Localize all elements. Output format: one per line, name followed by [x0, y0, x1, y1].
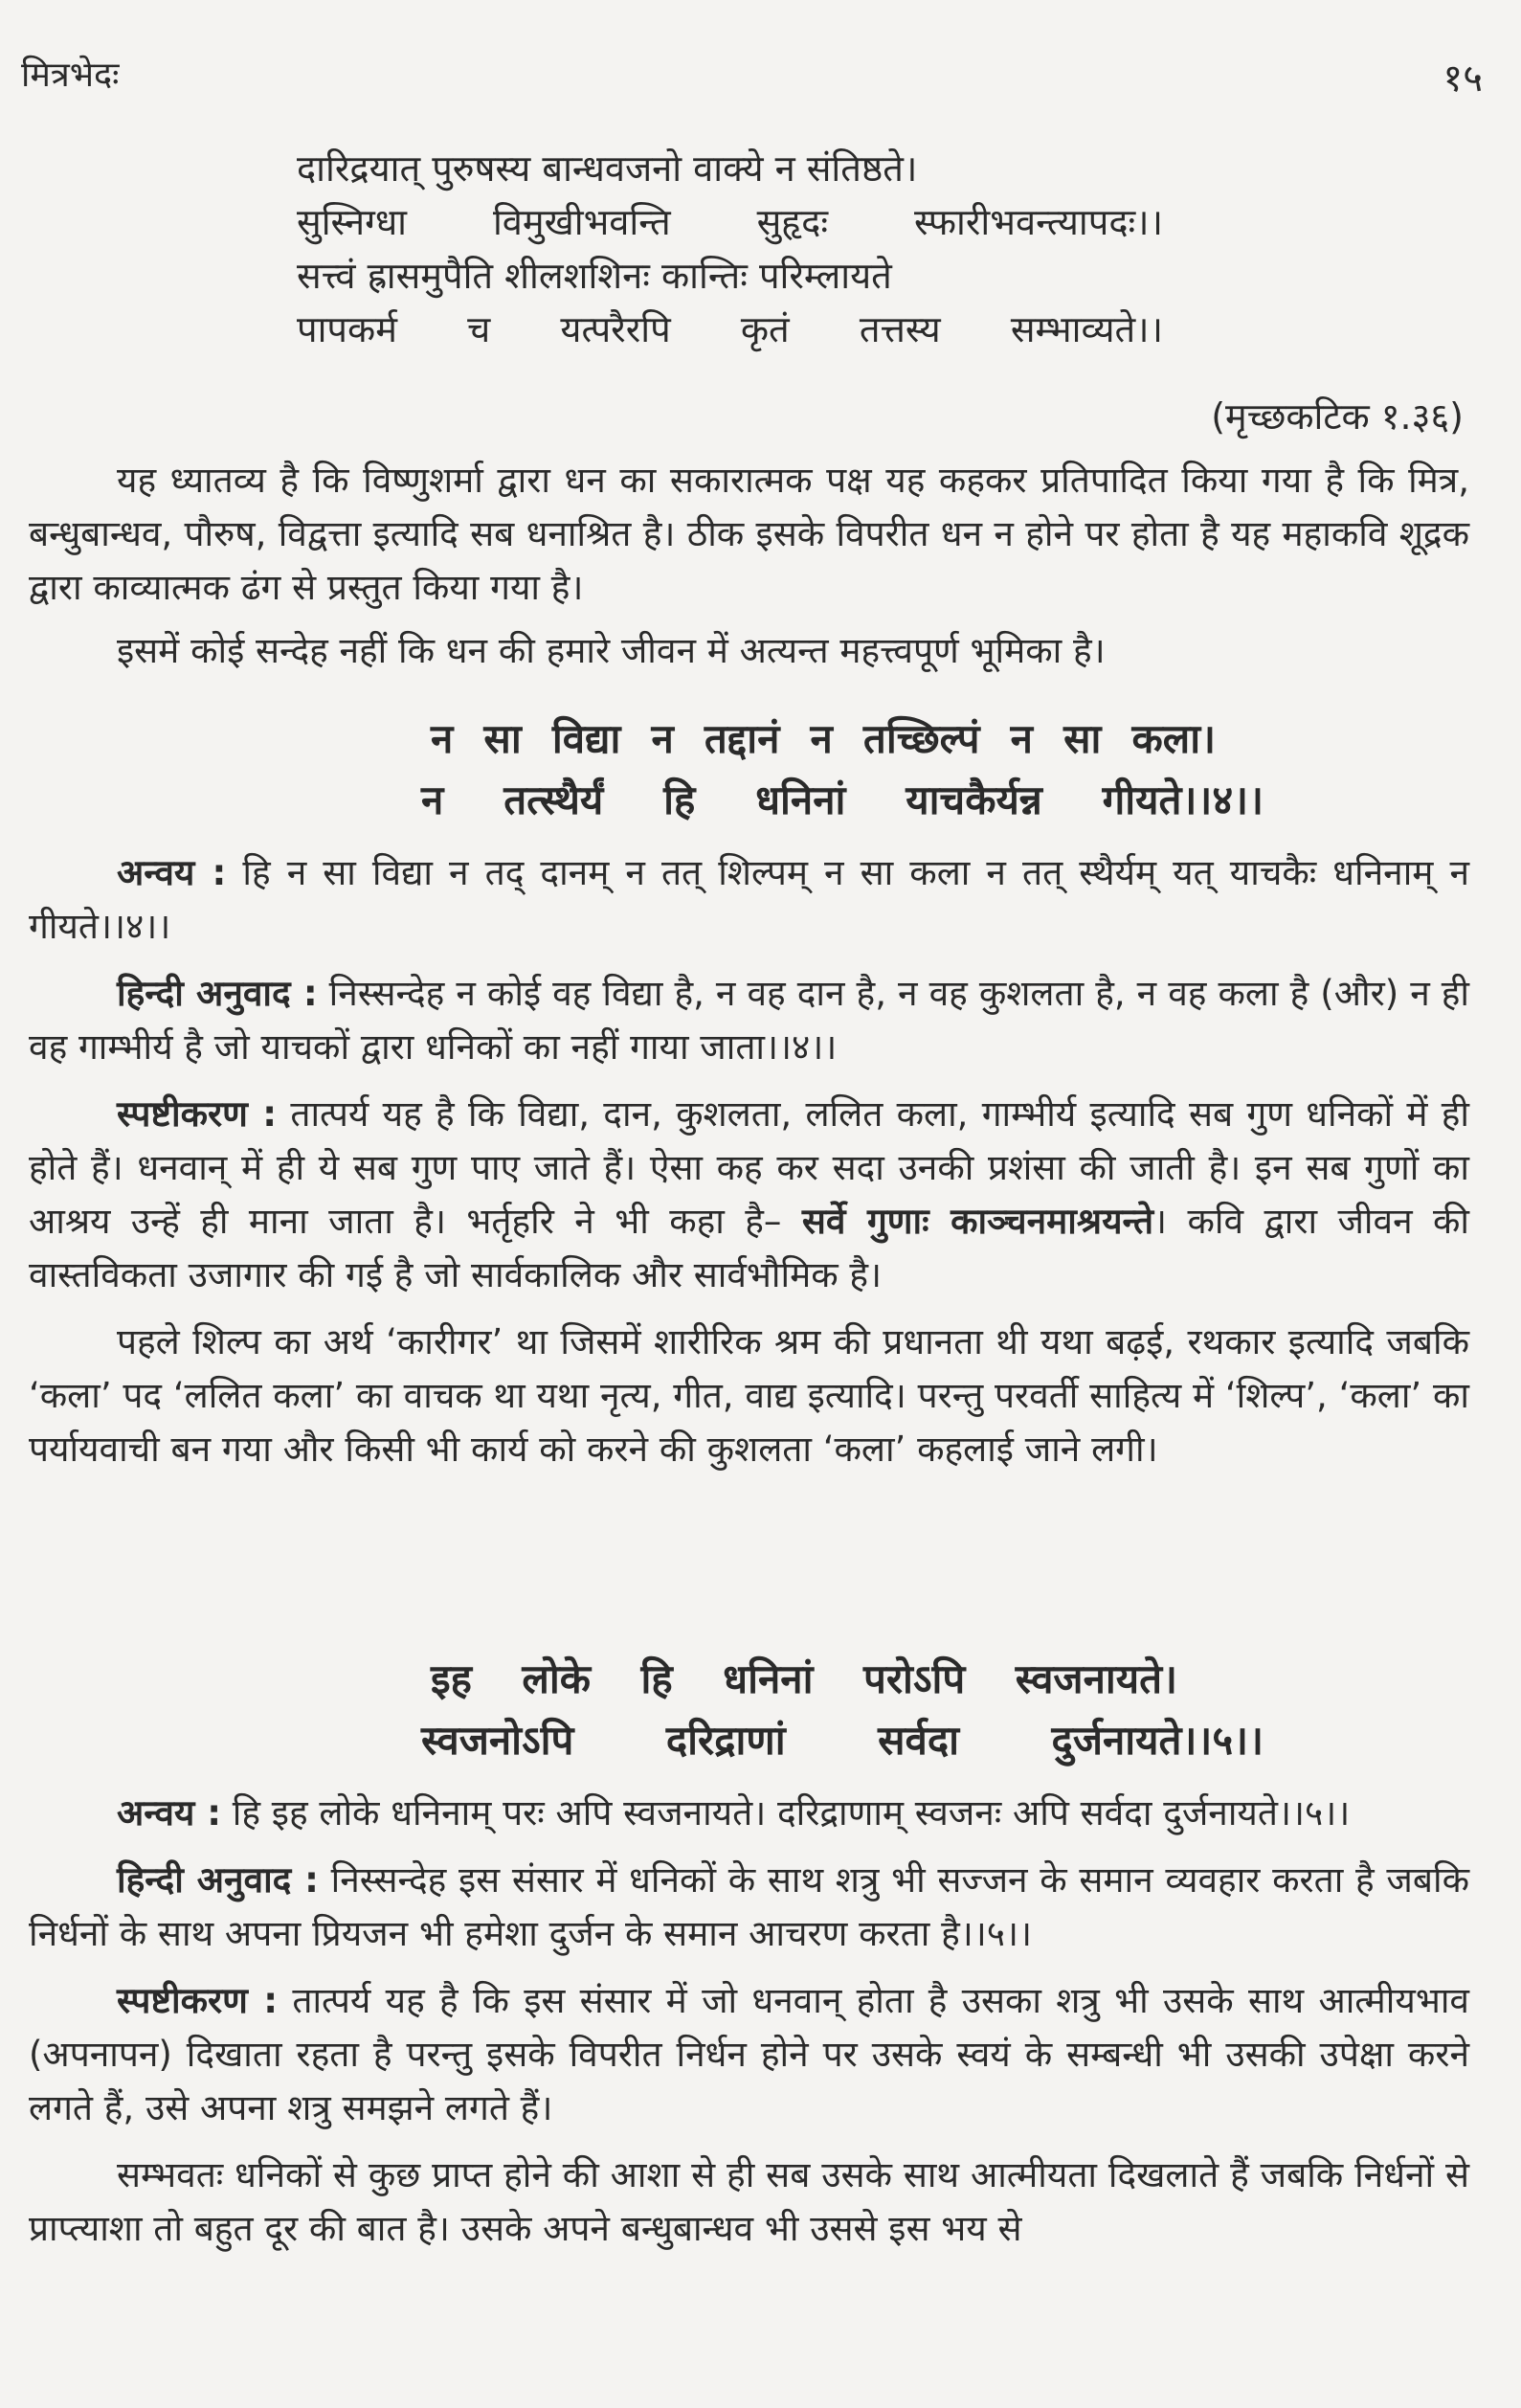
hindi-text: निस्सन्देह इस संसार में धनिकों के साथ शत्रु भी सज्जन के समान व्यवहार करता है जबकि निर्धनों के साथ अपना प्रियजन भी हमेशा दुर्जन के समान आचरण करता है।।५।।: [29, 1859, 1469, 1954]
quoted-verse: [297, 142, 1163, 356]
hindi-translation: [29, 1854, 1469, 1961]
hindi-label: हिन्दी अनुवाद :: [117, 973, 318, 1014]
commentary-paragraph: [29, 454, 1469, 678]
shloka-line: स्वजनोऽपि दरिद्राणां सर्वदा दुर्जनायते।।५।।: [421, 1717, 1264, 1764]
explanation-label: स्पष्टीकरण :: [117, 1093, 278, 1135]
paragraph-text: इसमें कोई सन्देह नहीं कि धन की हमारे जीवन में अत्यन्त महत्त्वपूर्ण भूमिका है।: [117, 630, 1106, 671]
explanation-paragraph: [29, 1088, 1469, 1302]
quoted-phrase: सर्वे गुणाः काञ्चनमाश्रयन्ते: [801, 1201, 1154, 1242]
shloka-4: [421, 709, 1264, 831]
shloka-line: इह लोके हि धनिनां परोऽपि स्वजनायते।: [431, 1655, 1177, 1702]
explanation-paragraph: [29, 1974, 1469, 2135]
section-4: [29, 846, 1469, 1476]
anvay-text: हि इह लोके धनिनाम् परः अपि स्वजनायते। दरिद्राणाम् स्वजनः अपि सर्वदा दुर्जनायते।।५।।: [221, 1792, 1351, 1834]
explanation-label: स्पष्टीकरण :: [117, 1980, 279, 2021]
page-header: [21, 50, 1483, 101]
shloka-line: न सा विद्या न तद्दानं न तच्छिल्पं न सा कला।: [431, 715, 1216, 762]
page-number: १५: [1443, 56, 1483, 101]
verse-line: सत्त्वं ह्रासमुपैति शीलशशिनः कान्तिः परिम्लायते: [297, 255, 892, 297]
anvay-paragraph: [29, 846, 1469, 954]
hindi-label: हिन्दी अनुवाद :: [117, 1859, 319, 1901]
hindi-translation: [29, 967, 1469, 1074]
running-title: मित्रभेदः: [21, 56, 120, 95]
anvay-paragraph: [29, 1787, 1469, 1840]
paragraph-text: यह ध्यातव्य है कि विष्णुशर्मा द्वारा धन का सकारात्मक पक्ष यह कहकर प्रतिपादित किया गया है कि मित्र, बन्धुबान्धव, पौरुष, विद्वत्ता इत्यादि सब धनाश्रित है। ठीक इसके विपरीत धन न होने पर होता है यह महाकवि शूद्रक द्वारा काव्यात्मक ढंग से प्रस्तुत किया गया है।: [29, 460, 1469, 608]
anvay-text: हि न सा विद्या न तद् दानम् न तत् शिल्पम् न सा कला न तत् स्थैर्यम् यत् याचकैः धनिनाम् न गीयते।।४।।: [29, 852, 1469, 947]
shloka-line: न तत्स्थैर्यं हि धनिनां याचकैर्यन्न गीयते।।४।।: [421, 776, 1264, 823]
anvay-label: अन्वय :: [117, 852, 227, 893]
paragraph-text: सम्भवतः धनिकों से कुछ प्राप्त होने की आशा से ही सब उसके साथ आत्मीयता दिखलाते हैं जबकि निर्धनों से प्राप्त्याशा तो बहुत दूर की बात है। उसके अपने बन्धुबान्धव भी उससे इस भय से: [29, 2154, 1470, 2249]
hindi-text: निस्सन्देह न कोई वह विद्या है, न वह दान है, न वह कुशलता है, न वह कला है (और) न ही वह गाम्भीर्य है जो याचकों द्वारा धनिकों का नहीं गाया जाता।।४।।: [29, 973, 1469, 1068]
verse-line: पापकर्म च यत्परैरपि कृतं तत्तस्य सम्भाव्यते।।: [297, 308, 1163, 350]
verse-line: सुस्निग्धा विमुखीभवन्ति सुहृदः स्फारीभवन्त्यापदः।।: [297, 201, 1163, 243]
explanation-text: तात्पर्य यह है कि विद्या, दान, कुशलता, ललित कला, गाम्भीर्य इत्यादि सब गुण धनिकों में ही होते हैं। धनवान् में ही ये सब गुण पाए जाते हैं। ऐसा कह कर सदा उनकी प्रशंसा की जाती है। इन सब गुणों का आश्रय उन्हें ही माना जाता है। भर्तृहरि ने भी कहा है–: [29, 1093, 1469, 1242]
shloka-5: [421, 1649, 1264, 1771]
anvay-label: अन्वय :: [117, 1792, 222, 1834]
verse-line: दारिद्रयात् पुरुषस्य बान्धवजनो वाक्ये न संतिष्ठते।: [297, 147, 918, 190]
paragraph-text: पहले शिल्प का अर्थ ‘कारीगर’ था जिसमें शारीरिक श्रम की प्रधानता थी यथा बढ़ई, रथकार इत्यादि जबकि ‘कला’ पद ‘ललित कला’ का वाचक था यथा नृत्य, गीत, वाद्य इत्यादि। परन्तु परवर्ती साहित्य में ‘शिल्प’, ‘कला’ का पर्यायवाची बन गया और किसी भी कार्य को करने की कुशलता ‘कला’ कहलाई जाने लगी।: [29, 1321, 1469, 1470]
verse-source: (मृच्छकटिक १.३६): [1211, 395, 1464, 438]
section-5: [29, 1787, 1469, 2256]
explanation-text: तात्पर्य यह है कि इस संसार में जो धनवान् होता है उसका शत्रु भी उसके साथ आत्मीयभाव (अपनापन) दिखाता रहता है परन्तु इसके विपरीत निर्धन होने पर उसके स्वयं के सम्बन्धी भी उसकी उपेक्षा करने लगते हैं, उसे अपना शत्रु समझने लगते हैं।: [29, 1980, 1469, 2128]
explanation-text: । कवि द्वारा जीवन की वास्तविकता उजागार की गई है जो सार्वकालिक और सार्वभौमिक है।: [29, 1201, 1470, 1295]
